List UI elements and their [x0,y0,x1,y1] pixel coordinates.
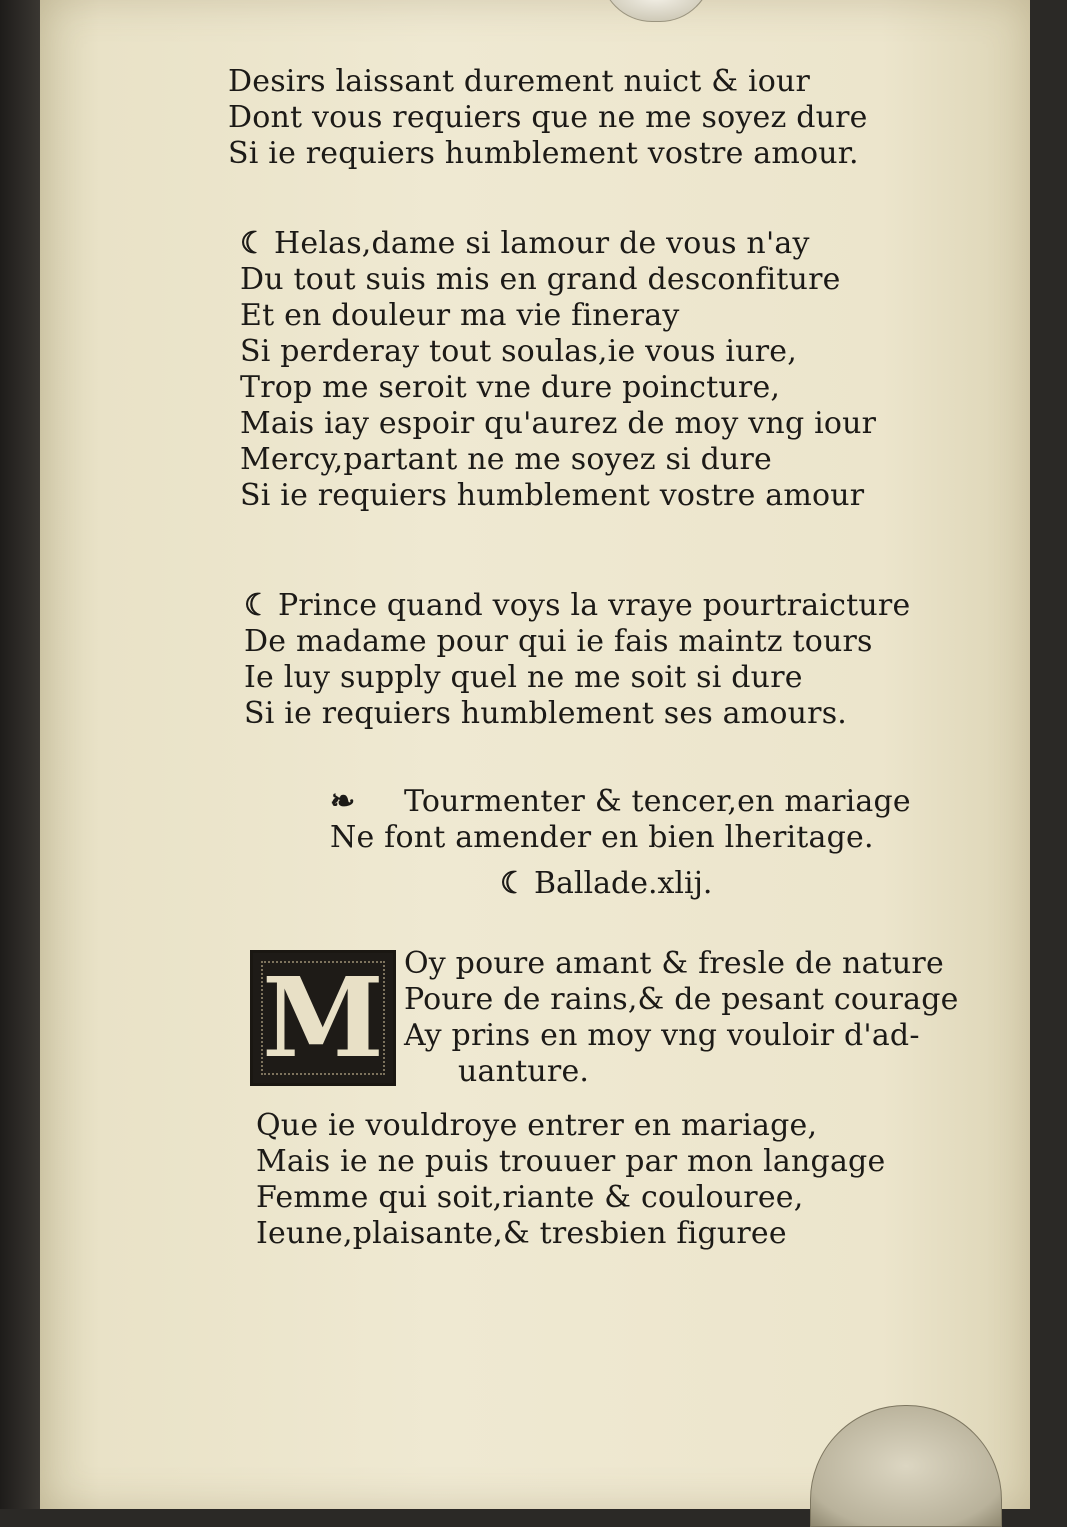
verse-line: Ay prins en moy vng vouloir d'ad- [404,1018,920,1053]
verse-line: Femme qui soit,riante & coulouree, [256,1180,804,1215]
pilcrow-icon: ☾ [244,588,272,623]
proverb-line: Tourmenter & tencer,en mariage [404,784,911,819]
verse-line: Helas,dame si lamour de vous n'ay [274,226,810,261]
verse-line: Si ie requiers humblement ses amours. [244,696,848,731]
initial-letter: M [262,953,384,1082]
verse-line: De madame pour qui ie fais maintz tours [244,624,873,659]
verse-line: Et en douleur ma vie fineray [240,298,680,333]
ballade-title: Ballade.xlij. [534,866,713,901]
verse-line: Du tout suis mis en grand desconfiture [240,262,841,297]
pilcrow-icon: ☾ [240,226,268,261]
fleuron-icon: ❧ [330,784,356,819]
proverb [330,784,911,856]
verse-line: Mais iay espoir qu'aurez de moy vng iour [240,406,877,441]
stanza-3-envoi [244,588,910,732]
proverb-line: Ne font amender en bien lheritage. [330,820,874,855]
stanza-2 [240,226,876,514]
pilcrow-icon: ☾ [500,866,527,901]
verse-line: Dont vous requiers que ne me soyez dure [228,100,868,135]
verse-line: Ieune,plaisante,& tresbien figuree [256,1216,787,1251]
verse-line: Desirs laissant durement nuict & iour [228,64,811,99]
verse-line-continuation: uanture. [458,1054,590,1089]
stanza-4-continued [256,1108,885,1252]
stanza-1 [228,64,868,172]
verse-line: Oy poure amant & fresle de nature [404,946,944,981]
verse-line: Si ie requiers humblement vostre amour. [228,136,859,171]
verse-line: Trop me seroit vne dure poincture, [240,370,781,405]
verse-line: Si ie requiers humblement vostre amour [240,478,865,513]
verse-line: Ie luy supply quel ne me soit si dure [244,660,803,695]
decorated-initial [250,950,396,1086]
verse-line: Mais ie ne puis trouuer par mon langage [256,1144,886,1179]
page-clip-top [600,0,712,22]
verse-line: Si perderay tout soulas,ie vous iure, [240,334,797,369]
ballade-heading [500,866,712,901]
verse-line: Que ie vouldroye entrer en mariage, [256,1108,818,1143]
verse-line: Prince quand voys la vraye pourtraicture [278,588,911,623]
verse-line: Poure de rains,& de pesant courage [404,982,959,1017]
stanza-4-opening [404,946,959,1090]
binding-edge [0,0,40,1509]
verse-line: Mercy,partant ne me soyez si dure [240,442,772,477]
